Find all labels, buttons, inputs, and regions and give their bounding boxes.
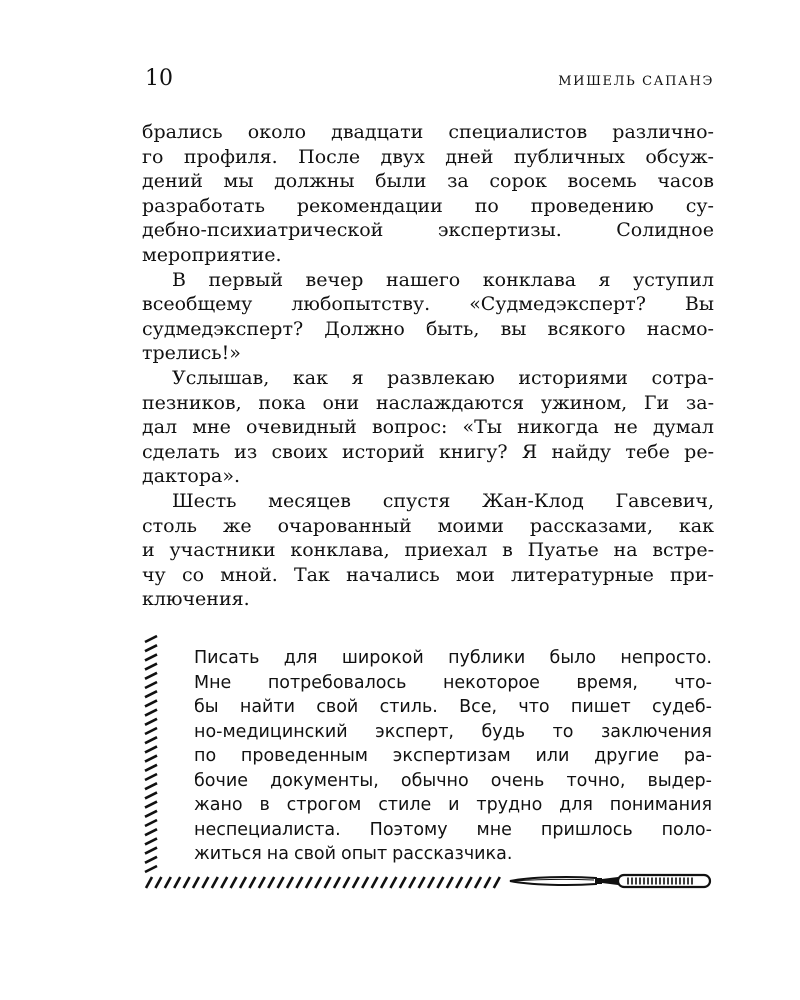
text-line: житься на свой опыт рассказчика. [194,844,513,864]
hatch-border-bottom [142,874,514,894]
text-line: столь же очарованный моими рассказами, как [142,514,714,537]
text-line: и участники конклава, приехал в Пуатье на встре- [142,539,714,562]
text-line: по проведенным экспертизам или другие ра- [194,746,712,766]
text-line: разработать рекомендации по проведению су- [142,194,714,217]
text-line: трелись!» [142,342,241,365]
text-line: чу со мной. Так начались мои литературные при- [142,563,714,586]
text-line: Мне потребовалось некоторое время, что- [194,672,712,693]
text-line: мероприятие. [142,243,282,266]
text-line: всеобщему любопытству. «Судмедэксперт? Вы [142,293,714,316]
paragraph [142,489,714,612]
text-line: го профиля. После двух дней публичных обсуж- [142,145,714,168]
body-text [142,120,714,612]
text-line: судмедэксперт? Должно быть, вы всякого насмо- [142,317,714,340]
text-line: Услышав, как я развлекаю историями сотра- [172,366,714,389]
text-line: неспециалиста. Поэтому мне пришлось поло- [194,819,712,840]
hatch-border-left [142,632,162,876]
text-line: дал мне очевидный вопрос: «Ты никогда не думал [142,416,714,439]
text-line: сделать из своих историй книгу? Я найду тебе ре- [142,440,714,463]
scalpel-icon [506,870,716,892]
text-line: Шесть месяцев спустя Жан-Клод Гавсевич, [172,489,714,512]
text-line: но-медицинский эксперт, будь то заключения [194,721,712,742]
text-line: дактора». [142,465,241,488]
text-line: бочие документы, обычно очень точно, выдер- [194,770,712,791]
running-head: МИШЕЛЬ САПАНЭ [558,74,714,89]
sidebar-box [142,632,714,894]
paragraph [142,268,714,366]
text-line: дений мы должны были за сорок восемь часов [142,170,714,193]
text-line: брались около двадцати специалистов различно- [142,121,714,143]
sidebar-text [194,646,712,867]
paragraph [142,120,714,268]
text-line: бы найти свой стиль. Все, что пишет судеб- [194,697,712,717]
text-line: жано в строгом стиле и трудно для понимания [194,795,712,815]
text-line: В первый вечер нашего конклава я уступил [172,268,714,291]
text-line: ключения. [142,588,250,611]
text-line: пезников, пока они наслаждаются ужином, Ги за- [142,391,714,414]
page-number: 10 [145,66,173,91]
paragraph [142,366,714,489]
text-line: Писать для широкой публики было непросто. [194,648,712,668]
text-line: дебно-психиатрической экспертизы. Солидное [142,219,714,242]
